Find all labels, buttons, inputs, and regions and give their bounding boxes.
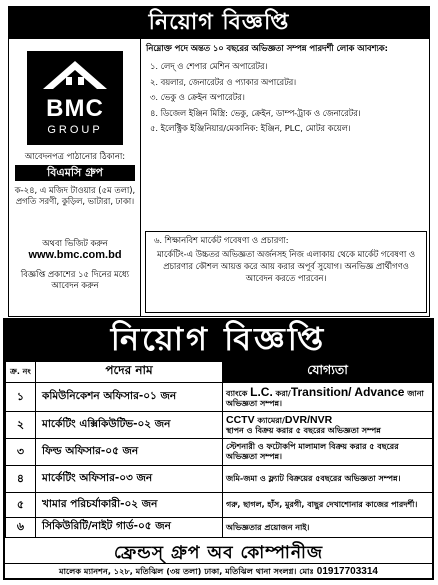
qualification-term: DVR/NVR xyxy=(284,414,333,426)
bmc-requirement-intro: নিম্নোক্ত পদে অন্তত ১০ বছরের অভিজ্ঞতা সম্পন্ন পারদর্শী লোক আবশ্যক: xyxy=(146,43,388,53)
qualification-term: L.C. xyxy=(250,384,273,399)
application-deadline: বিজ্ঞপ্তি প্রকাশের ১৫ দিনের মধ্যে আবেদন করুন xyxy=(20,269,130,290)
trainee-box xyxy=(145,231,427,313)
row-serial: ১ xyxy=(6,383,36,412)
friends-group-job-ad xyxy=(3,318,434,580)
row-qualification: জমি-জমা ও ফ্ল্যাট বিক্রয়ের ৫বছরের অভিজ্ঞতা সম্পন্ন। xyxy=(223,466,433,493)
table-header-row xyxy=(6,362,433,383)
list-item: ৪. ডিজেল ইঞ্জিন মিস্ত্রি: ভেকু, ক্রেইন, ডাম্প-ট্রাক ও জেনারেটর। xyxy=(150,107,361,118)
bmc-position-list xyxy=(150,61,426,139)
qualification-text: ব্যাংকে xyxy=(226,388,251,398)
qualification-term: Transition/ Advance xyxy=(290,384,405,399)
bmc-contact-panel xyxy=(9,39,141,317)
row-serial: ২ xyxy=(6,412,36,439)
apply-address-label: আবেদনপত্র পাঠানোর ঠিকানা: xyxy=(24,151,126,161)
qualification-text: ক্যামেরা/ xyxy=(254,416,285,425)
bmc-logo-subtext: GROUP xyxy=(47,124,103,136)
row-serial: ৬ xyxy=(6,518,36,538)
bmc-ad-title: নিয়োগ বিজ্ঞপ্তি xyxy=(9,7,429,39)
friends-address xyxy=(5,563,432,578)
trainee-title: ৬. শিক্ষানবিশ মার্কেট গবেষণা ও প্রচারণা: xyxy=(154,235,289,245)
row-qualification xyxy=(223,383,433,412)
qualification-text: স্থাপন ও বিক্রয় করার ৫ বছরের অভিজ্ঞতা সম্পন্ন xyxy=(226,426,381,435)
table-row xyxy=(6,412,433,439)
table-row xyxy=(6,466,433,493)
bmc-company-name: বিএমসি গ্রুপ xyxy=(15,165,135,181)
visit-label: অথবা ভিজিট করুন xyxy=(42,238,108,248)
bmc-logo-text: BMC xyxy=(46,95,104,122)
column-header-qualification: যোগ্যতা xyxy=(223,362,433,383)
row-qualification xyxy=(223,412,433,439)
bmc-positions-panel xyxy=(142,39,430,317)
bmc-logo xyxy=(27,51,123,145)
row-post: মার্কেটিং এক্সিকিউটিভ-০২ জন xyxy=(36,412,223,439)
bmc-job-ad xyxy=(8,6,430,317)
table-row xyxy=(6,383,433,412)
trainee-description: মার্কেটিং-এ উচ্চতর অভিজ্ঞতা অর্জনসহ নিজ এলাকায় থেকে মার্কেট গবেষণা ও প্রচারণার কৌশল আয়ত্ত করে আয় করার অপূর্ব সুযোগ। অনভিজ্ঞ প্রার্থীগণও আবেদন করতে পারবেন। xyxy=(156,249,416,283)
qualification-text: করা/ xyxy=(272,388,291,398)
bmc-address: ক-২৪, এ মজিদ টাওয়ার (৫ম তলা), প্রগতি সরণী, কুড়িল, ভাটারা, ঢাকা। xyxy=(14,185,136,206)
list-item: ৩. ভেকু ও ক্রেইন অপারেটর। xyxy=(150,92,245,103)
qualification-text: জানা অভিজ্ঞতা সম্পন্ন। xyxy=(226,388,424,408)
column-header-post: পদের নাম xyxy=(36,362,223,383)
row-serial: ৩ xyxy=(6,439,36,466)
row-post: ফিল্ড অফিসার-০৫ জন xyxy=(36,439,223,466)
house-roof-icon xyxy=(41,59,109,91)
qualification-term: CCTV xyxy=(226,414,255,426)
table-row xyxy=(6,493,433,518)
row-serial: ৫ xyxy=(6,493,36,518)
list-item: ১. লেদ্ ও শেপার মেশিন অপারেটর। xyxy=(150,61,268,71)
column-header-serial: ক্র. নং xyxy=(6,362,36,383)
row-qualification: অভিজ্ঞতার প্রয়োজন নাই। xyxy=(223,518,433,538)
list-item: ২. বয়লার, জেনারেটর ও প্যাকার অপারেটর। xyxy=(150,76,297,87)
vacancy-table xyxy=(5,361,433,538)
friends-ad-title: নিয়োগ বিজ্ঞপ্তি xyxy=(5,320,432,361)
row-post: সিকিউরিটি/নাইট গার্ড-০৫ জন xyxy=(36,518,223,538)
list-item: ৫. ইলেক্ট্রিক ইঞ্জিনিয়ার/মেকানিক: ইঞ্জিন, PLC, মোটর কয়েল। xyxy=(150,123,351,134)
table-row xyxy=(6,439,433,466)
friends-company-name: ফ্রেন্ডস্ গ্রুপ অব কোম্পানীজ xyxy=(113,543,324,563)
bmc-website-link[interactable]: www.bmc.com.bd xyxy=(28,249,122,261)
row-post: কমিউনিকেশন অফিসার-০১ জন xyxy=(36,383,223,412)
phone-number[interactable]: 01917703314 xyxy=(316,566,378,577)
row-qualification: স্টেশনারী ও ফটোকপি মালামাল বিক্রয় করার ৫ বছরের অভিজ্ঞতা সম্পন্ন। xyxy=(223,439,433,466)
row-post: খামার পরিচর্যাকারী-০২ জন xyxy=(36,493,223,518)
row-post: মার্কেটিং অফিসার-০৩ জন xyxy=(36,466,223,493)
row-qualification: গরু, ছাগল, হাঁস, মুরগী, বাছুর দেখাশোনার কাজের পারদর্শী। xyxy=(223,493,433,518)
table-row xyxy=(6,518,433,538)
row-serial: ৪ xyxy=(6,466,36,493)
address-text: মালেক ম্যানশন, ১২৮, মতিঝিল (৩য় তলা) ঢাকা, মতিঝিল থানা সংলগ্ন। মোঃ xyxy=(59,566,317,576)
